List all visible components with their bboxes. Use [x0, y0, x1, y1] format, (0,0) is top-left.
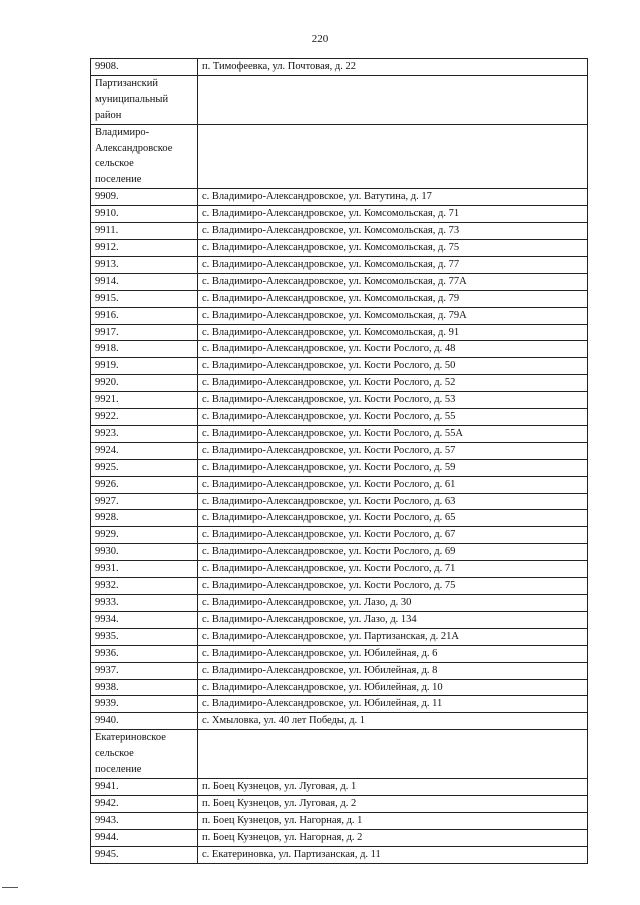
- table-row: [91, 324, 588, 341]
- entry-number: 9929.: [91, 527, 198, 544]
- table-row: [91, 273, 588, 290]
- section-title-line: сельское: [95, 158, 134, 170]
- entry-address: с. Владимиро-Александровское, ул. Юбилейная, д. 11: [198, 696, 588, 713]
- section-title-line: Владимиро-: [95, 126, 150, 138]
- table-row: [91, 679, 588, 696]
- table-row: [91, 696, 588, 713]
- section-title: [91, 75, 198, 124]
- entry-address: с. Владимиро-Александровское, ул. Кости Рослого, д. 48: [198, 341, 588, 358]
- entry-number: 9917.: [91, 324, 198, 341]
- section-title-line: поселение: [95, 764, 142, 776]
- table-row: [91, 341, 588, 358]
- entry-address: п. Боец Кузнецов, ул. Нагорная, д. 2: [198, 829, 588, 846]
- section-row: [91, 75, 588, 124]
- entry-address: с. Владимиро-Александровское, ул. Комсомольская, д. 73: [198, 223, 588, 240]
- entry-address: с. Владимиро-Александровское, ул. Юбилейная, д. 6: [198, 645, 588, 662]
- entry-address: с. Владимиро-Александровское, ул. Лазо, д. 30: [198, 595, 588, 612]
- entry-number: 9913.: [91, 256, 198, 273]
- entry-number: 9910.: [91, 206, 198, 223]
- entry-address: с. Владимиро-Александровское, ул. Кости Рослого, д. 53: [198, 392, 588, 409]
- table-row: [91, 307, 588, 324]
- table-row: [91, 561, 588, 578]
- table-row: [91, 846, 588, 863]
- entry-number: 9935.: [91, 628, 198, 645]
- entry-number: 9931.: [91, 561, 198, 578]
- entry-address: п. Тимофеевка, ул. Почтовая, д. 22: [198, 59, 588, 76]
- section-title: [91, 124, 198, 189]
- table-row: [91, 795, 588, 812]
- table-row: [91, 442, 588, 459]
- section-title-line: муниципальный: [95, 93, 169, 105]
- entry-number: 9941.: [91, 778, 198, 795]
- entry-address: с. Владимиро-Александровское, ул. Кости Рослого, д. 59: [198, 459, 588, 476]
- section-title: [91, 730, 198, 779]
- entry-address: с. Владимиро-Александровское, ул. Кости Рослого, д. 65: [198, 510, 588, 527]
- table-row: [91, 59, 588, 76]
- entry-number: 9944.: [91, 829, 198, 846]
- table-row: [91, 611, 588, 628]
- section-title-line: Партизанский: [95, 77, 158, 89]
- table-row: [91, 812, 588, 829]
- table-row: [91, 223, 588, 240]
- table-row: [91, 829, 588, 846]
- section-title-line: поселение: [95, 174, 142, 186]
- entry-number: 9911.: [91, 223, 198, 240]
- section-address-empty: [198, 730, 588, 779]
- entry-address: с. Владимиро-Александровское, ул. Кости Рослого, д. 50: [198, 358, 588, 375]
- entry-number: 9922.: [91, 409, 198, 426]
- address-table: [90, 58, 588, 864]
- table-row: [91, 358, 588, 375]
- entry-address: с. Владимиро-Александровское, ул. Комсомольская, д. 71: [198, 206, 588, 223]
- table-row: [91, 476, 588, 493]
- section-row: [91, 124, 588, 189]
- entry-address: п. Боец Кузнецов, ул. Луговая, д. 1: [198, 778, 588, 795]
- entry-address: с. Владимиро-Александровское, ул. Партизанская, д. 21А: [198, 628, 588, 645]
- section-row: [91, 730, 588, 779]
- section-address-empty: [198, 75, 588, 124]
- table-row: [91, 527, 588, 544]
- entry-address: с. Владимиро-Александровское, ул. Ватутина, д. 17: [198, 189, 588, 206]
- table-row: [91, 778, 588, 795]
- entry-number: 9925.: [91, 459, 198, 476]
- table-row: [91, 544, 588, 561]
- table-row: [91, 206, 588, 223]
- entry-address: с. Владимиро-Александровское, ул. Комсомольская, д. 79: [198, 290, 588, 307]
- table-row: [91, 189, 588, 206]
- entry-address: с. Владимиро-Александровское, ул. Комсомольская, д. 91: [198, 324, 588, 341]
- table-row: [91, 459, 588, 476]
- table-row: [91, 425, 588, 442]
- page-number: 220: [311, 33, 329, 45]
- entry-number: 9918.: [91, 341, 198, 358]
- entry-address: с. Владимиро-Александровское, ул. Кости Рослого, д. 75: [198, 578, 588, 595]
- entry-number: 9908.: [91, 59, 198, 76]
- entry-number: 9940.: [91, 713, 198, 730]
- entry-address: с. Екатериновка, ул. Партизанская, д. 11: [198, 846, 588, 863]
- entry-address: с. Владимиро-Александровское, ул. Кости Рослого, д. 55А: [198, 425, 588, 442]
- table-row: [91, 662, 588, 679]
- entry-number: 9916.: [91, 307, 198, 324]
- entry-address: с. Владимиро-Александровское, ул. Кости Рослого, д. 67: [198, 527, 588, 544]
- entry-number: 9915.: [91, 290, 198, 307]
- entry-address: п. Боец Кузнецов, ул. Нагорная, д. 1: [198, 812, 588, 829]
- entry-number: 9920.: [91, 375, 198, 392]
- entry-address: с. Владимиро-Александровское, ул. Кости Рослого, д. 63: [198, 493, 588, 510]
- entry-address: с. Владимиро-Александровское, ул. Лазо, д. 134: [198, 611, 588, 628]
- entry-address: с. Владимиро-Александровское, ул. Юбилейная, д. 8: [198, 662, 588, 679]
- section-title-line: сельское: [95, 748, 134, 760]
- entry-number: 9912.: [91, 239, 198, 256]
- entry-address: с. Владимиро-Александровское, ул. Кости Рослого, д. 57: [198, 442, 588, 459]
- table-row: [91, 239, 588, 256]
- entry-number: 9939.: [91, 696, 198, 713]
- table-row: [91, 375, 588, 392]
- section-title-line: Екатериновское: [95, 732, 166, 744]
- entry-number: 9926.: [91, 476, 198, 493]
- table-row: [91, 409, 588, 426]
- table-row: [91, 628, 588, 645]
- table-row: [91, 290, 588, 307]
- entry-address: с. Владимиро-Александровское, ул. Кости Рослого, д. 55: [198, 409, 588, 426]
- section-title-line: район: [95, 109, 122, 121]
- entry-number: 9919.: [91, 358, 198, 375]
- entry-number: 9936.: [91, 645, 198, 662]
- entry-address: с. Владимиро-Александровское, ул. Юбилейная, д. 10: [198, 679, 588, 696]
- entry-address: с. Владимиро-Александровское, ул. Комсомольская, д. 79А: [198, 307, 588, 324]
- entry-address: с. Владимиро-Александровское, ул. Комсомольская, д. 75: [198, 239, 588, 256]
- entry-address: с. Владимиро-Александровское, ул. Кости Рослого, д. 71: [198, 561, 588, 578]
- entry-address: п. Боец Кузнецов, ул. Луговая, д. 2: [198, 795, 588, 812]
- section-address-empty: [198, 124, 588, 189]
- entry-address: с. Владимиро-Александровское, ул. Комсомольская, д. 77: [198, 256, 588, 273]
- table-row: [91, 645, 588, 662]
- table-row: [91, 713, 588, 730]
- entry-number: 9933.: [91, 595, 198, 612]
- entry-number: 9937.: [91, 662, 198, 679]
- entry-address: с. Хмыловка, ул. 40 лет Победы, д. 1: [198, 713, 588, 730]
- entry-number: 9932.: [91, 578, 198, 595]
- entry-number: 9909.: [91, 189, 198, 206]
- entry-number: 9921.: [91, 392, 198, 409]
- entry-number: 9924.: [91, 442, 198, 459]
- entry-number: 9934.: [91, 611, 198, 628]
- scan-mark: [2, 887, 18, 888]
- entry-number: 9914.: [91, 273, 198, 290]
- entry-address: с. Владимиро-Александровское, ул. Кости Рослого, д. 52: [198, 375, 588, 392]
- entry-address: с. Владимиро-Александровское, ул. Кости Рослого, д. 61: [198, 476, 588, 493]
- entry-address: с. Владимиро-Александровское, ул. Кости Рослого, д. 69: [198, 544, 588, 561]
- table-row: [91, 392, 588, 409]
- entry-number: 9927.: [91, 493, 198, 510]
- entry-number: 9943.: [91, 812, 198, 829]
- entry-number: 9942.: [91, 795, 198, 812]
- entry-number: 9938.: [91, 679, 198, 696]
- entry-number: 9923.: [91, 425, 198, 442]
- entry-number: 9930.: [91, 544, 198, 561]
- table-row: [91, 510, 588, 527]
- entry-address: с. Владимиро-Александровское, ул. Комсомольская, д. 77А: [198, 273, 588, 290]
- table-row: [91, 578, 588, 595]
- entry-number: 9928.: [91, 510, 198, 527]
- table-row: [91, 595, 588, 612]
- table-body: [91, 59, 588, 864]
- section-title-line: Александровское: [95, 142, 173, 154]
- table-row: [91, 493, 588, 510]
- entry-number: 9945.: [91, 846, 198, 863]
- table-row: [91, 256, 588, 273]
